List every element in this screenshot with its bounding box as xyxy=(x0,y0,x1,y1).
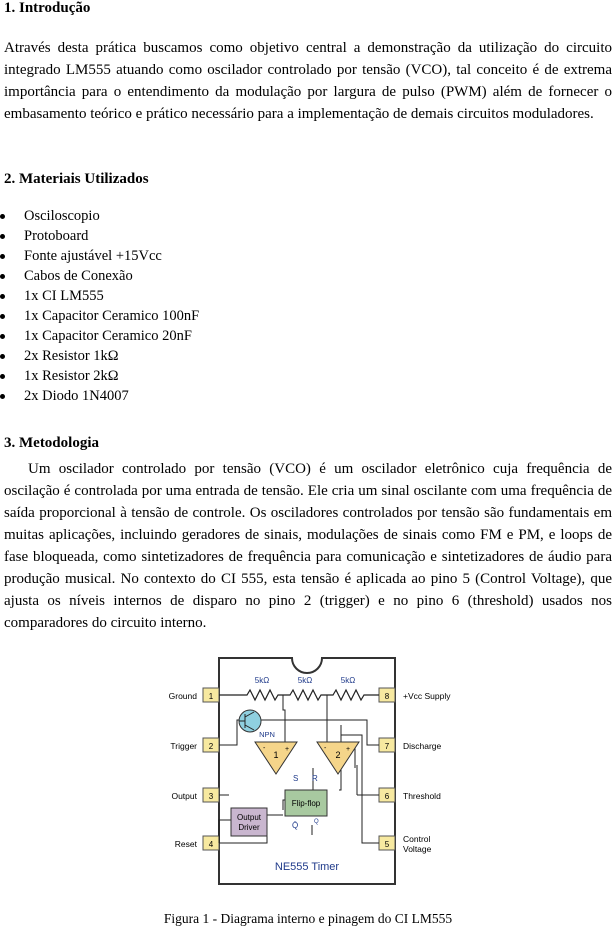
list-item: 1x Resistor 2kΩ xyxy=(0,366,199,386)
flipflop-reset-label: R xyxy=(312,774,318,783)
output-driver xyxy=(231,808,267,836)
list-item: 2x Diodo 1N4007 xyxy=(0,386,199,406)
list-item: Osciloscopio xyxy=(0,206,199,226)
pin-number: 2 xyxy=(208,742,214,751)
pin-label: Trigger xyxy=(170,741,197,751)
pin-label: +Vcc Supply xyxy=(403,691,451,701)
materials-list xyxy=(0,206,199,406)
output-driver-label-2: Driver xyxy=(238,823,260,832)
pin-number: 6 xyxy=(384,792,390,801)
pin-3-output xyxy=(171,788,219,802)
pin-label: Control xyxy=(403,834,431,844)
pin-number: 7 xyxy=(384,742,390,751)
pin-1-ground xyxy=(169,688,219,702)
flipflop-label: Flip-flop xyxy=(291,799,321,808)
resistor-label: 5kΩ xyxy=(254,676,270,685)
flipflop-set-label: S xyxy=(293,774,299,783)
list-item: Cabos de Conexão xyxy=(0,266,199,286)
list-item: Protoboard xyxy=(0,226,199,246)
flipflop-q: Q xyxy=(314,819,319,825)
pin-7-discharge xyxy=(379,738,442,752)
comparator-minus: - xyxy=(324,745,327,752)
comparator-2-label: 2 xyxy=(335,750,341,760)
list-item: 1x Capacitor Ceramico 20nF xyxy=(0,326,199,346)
pin-number: 1 xyxy=(208,692,214,701)
comparator-plus: + xyxy=(285,746,290,753)
section-heading-introducao: 1. Introdução xyxy=(4,0,91,16)
method-paragraph: Um oscilador controlado por tensão (VCO) é um oscilador eletrônico cuja frequência de oscilação é controlada por uma entrada de tensão. Ele cria um sinal oscilante com uma frequência de saída proporcional à tensão de controle. Os osciladores controlados por tensão são fundamentais em muitas aplicações, incluindo geradores de sinais, modulações de sinais como FM e PM, e loops de fase bloqueada, como sintetizadores de frequência para comunicação e sintetizadores de áudio para produção musical. No contexto do CI 555, esta tensão é aplicada ao pino 5 (Control Voltage), que ajusta os níveis internos de disparo no pino 2 (trigger) e no pino 6 (threshold) usados nos comparadores do circuito interno. xyxy=(4,461,612,631)
pin-number: 3 xyxy=(208,792,214,801)
pin-6-threshold xyxy=(379,788,441,802)
pin-8-vcc xyxy=(379,688,451,702)
pin-number: 5 xyxy=(384,840,390,849)
list-item: 1x Capacitor Ceramico 100nF xyxy=(0,306,199,326)
list-item: 1x CI LM555 xyxy=(0,286,199,306)
npn-label: NPN xyxy=(259,730,275,739)
pin-number: 4 xyxy=(208,840,214,849)
comparator-1-label: 1 xyxy=(273,750,279,760)
intro-paragraph: Através desta prática buscamos como objetivo central a demonstração da utilização do circuito integrado LM555 atuando como oscilador controlado por tensão (VCO), tal conceito é de extrema importância para o entendimento da modulação por largura de pulso (PWM) além de fornecer o embasamento teórico e prático necessário para a implementação de demais circuitos moduladores. xyxy=(4,40,612,122)
resistor-label: 5kΩ xyxy=(340,676,356,685)
pin-label: Reset xyxy=(174,839,197,849)
pin-2-trigger xyxy=(170,738,219,752)
section-heading-materiais: 2. Materiais Utilizados xyxy=(4,171,149,187)
comparator-minus: - xyxy=(263,745,266,752)
flipflop-qbar: Q̄ xyxy=(292,821,299,830)
ne555-diagram xyxy=(157,650,457,890)
pin-label: Output xyxy=(171,791,197,801)
pin-4-reset xyxy=(175,836,219,850)
list-item: 2x Resistor 1kΩ xyxy=(0,346,199,366)
resistor-label: 5kΩ xyxy=(297,676,313,685)
ne555-diagram-svg xyxy=(157,650,457,890)
pin-label-2: Voltage xyxy=(403,844,432,854)
figure-caption: Figura 1 - Diagrama interno e pinagem do CI LM555 xyxy=(163,911,453,926)
pin-number: 8 xyxy=(384,692,390,701)
chip-body xyxy=(219,658,395,884)
section-heading-metodologia: 3. Metodologia xyxy=(4,435,99,451)
output-driver-label-1: Output xyxy=(236,813,262,822)
pin-label: Discharge xyxy=(403,741,442,751)
list-item: Fonte ajustável +15Vcc xyxy=(0,246,199,266)
chip-title: NE555 Timer xyxy=(274,861,340,873)
pin-label: Ground xyxy=(168,691,197,701)
comparator-plus: + xyxy=(346,746,351,753)
pin-label: Threshold xyxy=(403,791,441,801)
